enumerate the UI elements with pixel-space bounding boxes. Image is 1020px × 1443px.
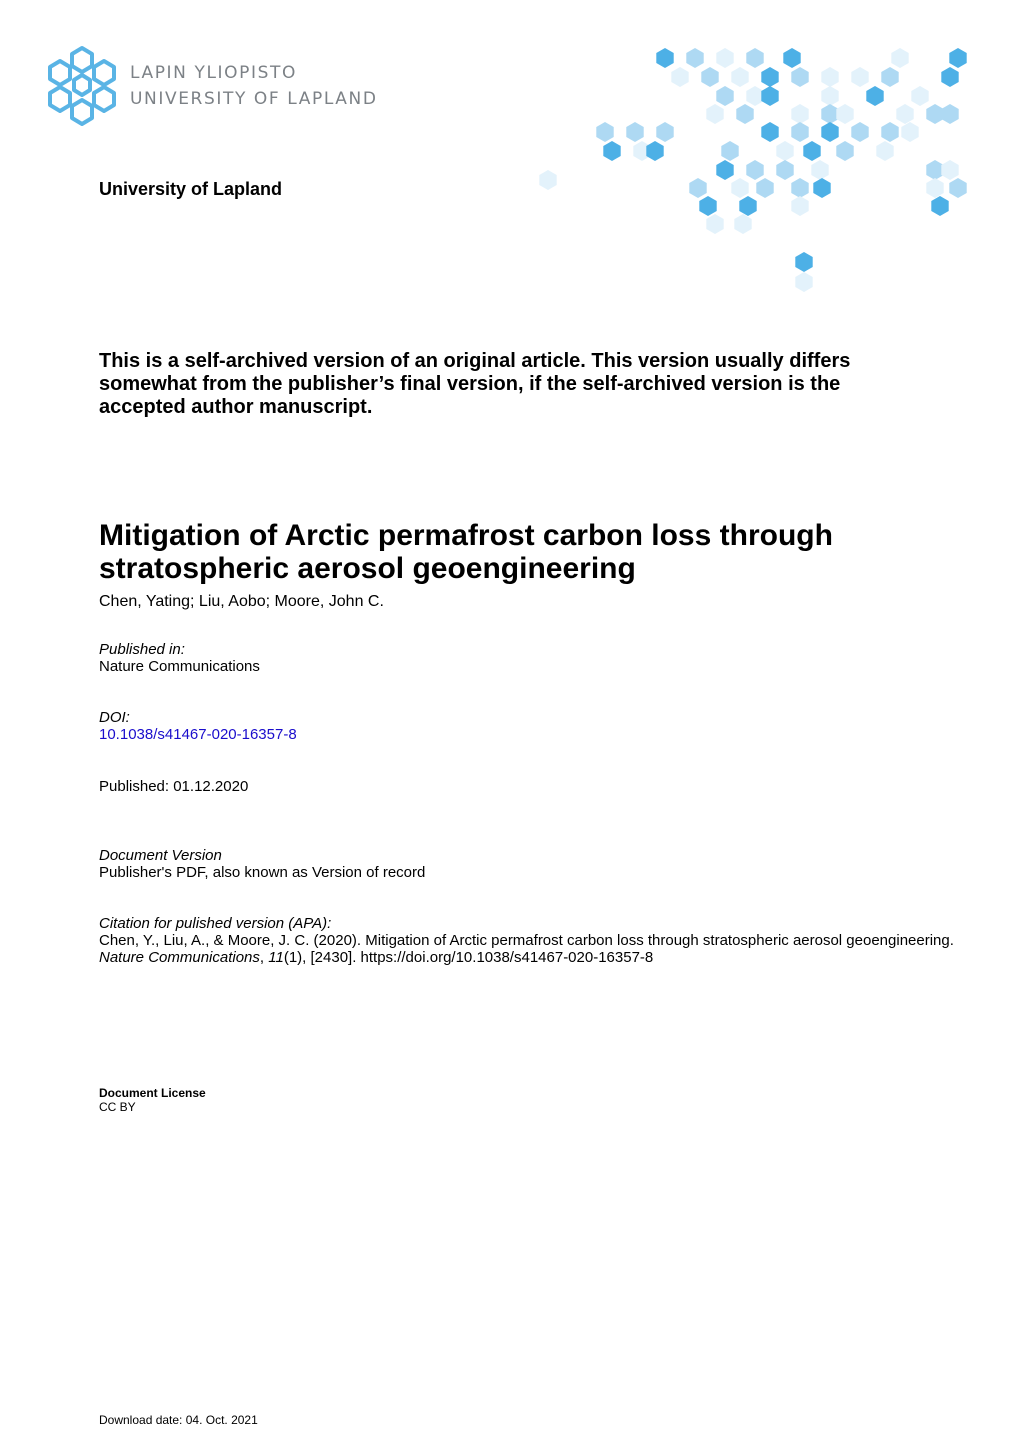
- hexagon-shape: [821, 67, 838, 87]
- hexagon-shape: [949, 48, 966, 68]
- doi-label: DOI:: [99, 709, 130, 726]
- article-title: Mitigation of Arctic permafrost carbon loss through stratospheric aerosol geoengineering: [99, 519, 833, 585]
- document-version-value: Publisher's PDF, also known as Version of record: [99, 864, 426, 881]
- hexagon-shape: [539, 170, 556, 190]
- download-date: Download date: 04. Oct. 2021: [99, 1413, 258, 1427]
- citation-volume: 11: [268, 949, 284, 966]
- hexagon-shape: [699, 196, 716, 216]
- hexagon-shape: [596, 122, 613, 142]
- hexagon-shape: [911, 86, 928, 106]
- hexagon-shape: [721, 141, 738, 161]
- hexagon-shape: [716, 86, 733, 106]
- hexagon-shape: [716, 160, 733, 180]
- hexagon-shape: [761, 67, 778, 87]
- hexagon-shape: [746, 48, 763, 68]
- hexagon-shape: [776, 141, 793, 161]
- hexagon-shape: [811, 160, 828, 180]
- hexagon-shape: [926, 104, 943, 124]
- hexagon-shape: [791, 196, 808, 216]
- hexagon-shape: [701, 67, 718, 87]
- hexagon-shape: [783, 48, 800, 68]
- published-date: Published: 01.12.2020: [99, 778, 249, 795]
- hexagon-shape: [851, 67, 868, 87]
- hexagon-shape: [791, 104, 808, 124]
- published-in-value: Nature Communications: [99, 658, 260, 675]
- hexagon-shape: [671, 67, 688, 87]
- hexagon-shape: [836, 104, 853, 124]
- hexagon-shape: [791, 122, 808, 142]
- hexagon-shape: [949, 178, 966, 198]
- published-in-label: Published in:: [99, 641, 185, 658]
- document-license-value: CC BY: [99, 1100, 136, 1114]
- hexagon-shape: [941, 67, 958, 87]
- hexagon-shape: [731, 67, 748, 87]
- hexagon-shape: [881, 67, 898, 87]
- citation-sep: ,: [259, 949, 269, 966]
- hexagon-shape: [734, 214, 751, 234]
- doi-link[interactable]: 10.1038/s41467-020-16357-8: [99, 726, 297, 743]
- hexagon-shape: [866, 86, 883, 106]
- hexagon-shape: [646, 141, 663, 161]
- citation-part1: Chen, Y., Liu, A., & Moore, J. C. (2020). Mitigation of Arctic permafrost carbon loss through stratospheric aerosol geoengineering.: [99, 932, 954, 949]
- hexagon-shape: [941, 160, 958, 180]
- hexagon-shape: [706, 214, 723, 234]
- hexagon-shape: [795, 252, 812, 272]
- hexagon-shape: [896, 104, 913, 124]
- hexagon-shape: [656, 48, 673, 68]
- hexagon-shape: [791, 178, 808, 198]
- hexagon-shape: [706, 104, 723, 124]
- hexagon-shape: [821, 104, 838, 124]
- citation-text: [99, 932, 979, 966]
- hexagon-shape: [926, 160, 943, 180]
- hexagon-shape: [761, 86, 778, 106]
- hexagon-shape: [761, 122, 778, 142]
- hexagon-shape: [891, 48, 908, 68]
- document-license-label: Document License: [99, 1086, 206, 1100]
- hexagon-shape: [901, 122, 918, 142]
- hexagon-shape: [731, 178, 748, 198]
- hexagon-shape: [686, 48, 703, 68]
- hexagon-shape: [626, 122, 643, 142]
- citation-part2: (1), [2430]. https://doi.org/10.1038/s41467-020-16357-8: [283, 949, 654, 966]
- article-authors: Chen, Yating; Liu, Aobo; Moore, John C.: [99, 593, 384, 610]
- hexagon-shape: [821, 122, 838, 142]
- hexagon-shape: [716, 48, 733, 68]
- hexagon-shape: [926, 178, 943, 198]
- hexagon-pattern-decoration: [530, 40, 1000, 300]
- logo-wordmark-finnish: LAPIN YLIOPISTO: [130, 63, 297, 83]
- hexagon-shape: [603, 141, 620, 161]
- hexagon-shape: [689, 178, 706, 198]
- hexagon-shape: [739, 196, 756, 216]
- citation-label: Citation for pulished version (APA):: [99, 915, 332, 932]
- hexagon-shape: [736, 104, 753, 124]
- hexagon-shape: [836, 141, 853, 161]
- hexagon-shape: [931, 196, 948, 216]
- hexagon-shape: [821, 86, 838, 106]
- hexagon-shape: [881, 122, 898, 142]
- hexagon-shape: [776, 160, 793, 180]
- hexagon-shape: [791, 67, 808, 87]
- citation-journal: Nature Communications: [99, 949, 260, 966]
- hexagon-shape: [876, 141, 893, 161]
- hexagon-shape: [813, 178, 830, 198]
- hexagon-shape: [656, 122, 673, 142]
- hexagon-shape: [941, 104, 958, 124]
- hexagon-shape: [746, 86, 763, 106]
- self-archive-notice: This is a self-archived version of an original article. This version usually differs somewhat from the publisher’s final version, if the self-archived version is the accepted author manuscript.: [99, 350, 851, 418]
- hexagon-shape: [746, 160, 763, 180]
- hexagon-shape: [795, 272, 812, 292]
- institution-name: University of Lapland: [99, 179, 283, 199]
- hexagon-shape: [803, 141, 820, 161]
- hexagon-shape: [851, 122, 868, 142]
- university-logo-icon: [48, 44, 116, 128]
- document-version-label: Document Version: [99, 847, 222, 864]
- logo-wordmark-english: UNIVERSITY OF LAPLAND: [130, 89, 378, 109]
- hexagon-shape: [756, 178, 773, 198]
